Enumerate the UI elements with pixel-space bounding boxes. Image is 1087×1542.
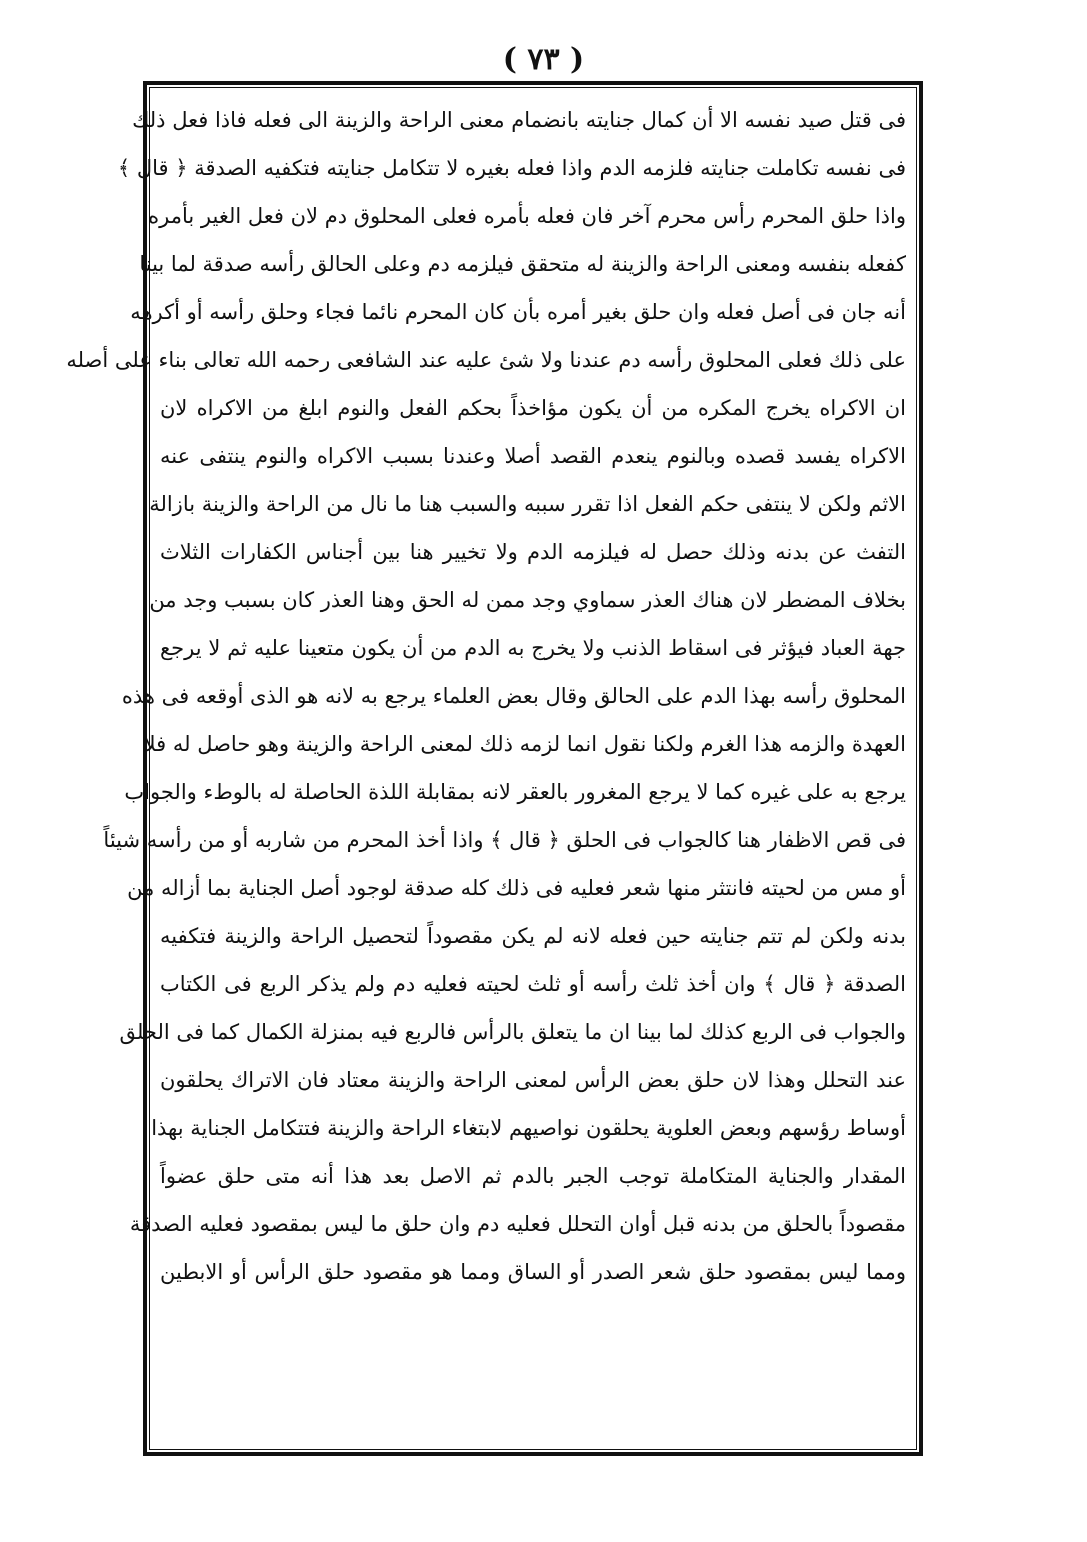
text-line: ومما ليس بمقصود حلق شعر الصدر أو الساق ومما هو مقصود حلق الرأس أو الابطين	[160, 1260, 906, 1284]
page-number: ( ٧٣ )	[502, 42, 585, 77]
text-line: أو مس من لحيته فانتثر منها شعر فعليه فى ذلك كله صدقة لوجود أصل الجناية بما أزاله من	[127, 876, 906, 900]
text-line: المقدار والجناية المتكاملة توجب الجبر بالدم ثم الاصل بعد هذا أنه متى حلق عضواً	[160, 1164, 906, 1188]
text-line: جهة العباد فيؤثر فى اسقاط الذنب ولا يخرج به الدم من أن يكون متعينا عليه ثم لا يرجع	[160, 636, 906, 660]
text-line: ان الاكراه يخرج المكره من أن يكون مؤاخذاً بحكم الفعل والنوم ابلغ من الاكراه لان	[160, 396, 906, 420]
text-line: يرجع به على غيره كما لا يرجع المغرور بالعقر لانه بمقابلة اللذة الحاصلة له بالوطء والجواب	[124, 780, 906, 804]
text-line: بدنه ولكن لم تتم جنايته حين فعله لانه لم يكن مقصوداً لتحصيل الراحة والزينة فتكفيه	[160, 924, 906, 948]
text-line: فى قص الاظفار هنا كالجواب فى الحلق ﴿ قال ﴾ واذا أخذ المحرم من شاربه أو من رأسه شيئاً	[103, 828, 906, 852]
text-line: العهدة والزمه هذا الغرم ولكنا نقول انما لزمه ذلك لمعنى الراحة والزينة وهو حاصل له فلا	[143, 732, 906, 756]
text-line: التفث عن بدنه وذلك حصل له فيلزمه الدم ولا تخيير هنا بين أجناس الكفارات الثلاث	[160, 540, 906, 564]
text-line: أوساط رؤسهم وبعض العلوية يحلقون نواصيهم لابتغاء الراحة والزينة فتتكامل الجناية بهذا	[151, 1116, 906, 1140]
text-line: مقصوداً بالحلق من بدنه قبل أوان التحلل فعليه دم وان حلق ما ليس بمقصود فعليه الصدقة	[129, 1212, 906, 1236]
text-body	[66, 96, 906, 1441]
text-line: كفعله بنفسه ومعنى الراحة والزينة له متحقق فيلزمه دم وعلى الحالق رأسه صدقة لما بينا	[139, 252, 906, 276]
text-line: على ذلك فعلى المحلوق رأسه دم عندنا ولا شئ عليه عند الشافعى رحمه الله تعالى بناء على أصله	[66, 348, 906, 372]
text-line: فى قتل صيد نفسه الا أن كمال جنايته بانضمام معنى الراحة والزينة الى فعله فاذا فعل ذلك	[132, 108, 906, 132]
text-line: المحلوق رأسه بهذا الدم على الحالق وقال بعض العلماء يرجع به لانه هو الذى أوقعه فى هذه	[121, 684, 906, 708]
text-line: أنه جان فى أصل فعله وان حلق بغير أمره بأن كان المحرم نائما فجاء وحلق رأسه أو أكرهه	[130, 300, 906, 324]
text-line: واذا حلق المحرم رأس محرم آخر فان فعله بأمره فعلى المحلوق دم لان فعل الغير بأمره	[148, 204, 906, 228]
text-line: الاثم ولكن لا ينتفى حكم الفعل اذا تقرر سببه والسبب هنا ما نال من الراحة والزينة بازالة	[149, 492, 906, 516]
text-line: فى نفسه تكاملت جنايته فلزمه الدم واذا فعله بغيره لا تتكامل جنايته فتكفيه الصدقة ﴿ قال ﴾	[117, 156, 906, 180]
text-line: الاكراه يفسد قصده وبالنوم ينعدم القصد أصلا وعندنا بسبب الاكراه والنوم ينتفى عنه	[160, 444, 906, 468]
text-line: والجواب فى الربع كذلك لما بينا ان ما يتعلق بالرأس فالربع فيه بمنزلة الكمال كما فى الحلق	[119, 1020, 906, 1044]
text-line: بخلاف المضطر لان هناك العذر سماوي وجد ممن له الحق وهنا العذر كان بسبب وجد من	[149, 588, 906, 612]
text-line: عند التحلل وهذا لان حلق بعض الرأس لمعنى الراحة والزينة معتاد فان الاتراك يحلقون	[160, 1068, 906, 1092]
text-line: الصدقة ﴿ قال ﴾ وان أخذ ثلث رأسه أو ثلث لحيته فعليه دم ولم يذكر الربع فى الكتاب	[160, 972, 906, 996]
